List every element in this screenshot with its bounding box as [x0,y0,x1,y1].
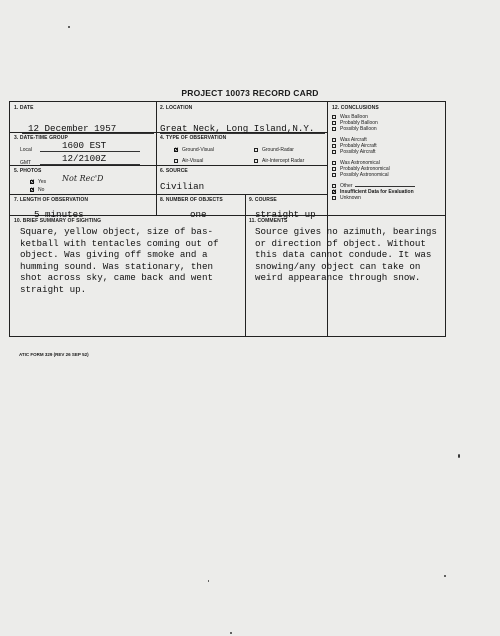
conclusion-item: Probably Balloon [332,120,415,126]
local-time-value: 1600 EST [62,140,107,151]
number-label: 8. NUMBER OF OBJECTS [160,197,223,203]
course-value: straight up [255,209,316,220]
conclusion-item: Unknown [332,195,415,201]
comment-line: snowing/any object can take on [255,260,421,272]
conclusions-list [332,114,415,201]
card-title: PROJECT 10073 RECORD CARD [181,88,319,98]
photos-no: xNo [30,187,44,193]
summary-line: humming sound. Was stationary, then [20,260,213,272]
summary-line: object. Was giving off smoke and a [20,249,208,261]
summary-line: shot across sky, came back and went [20,272,213,284]
gmt-label: GMT [20,160,32,166]
conclusion-item: xInsufficient Data for Evaluation [332,189,415,195]
conclusion-item: Possibly Astronomical [332,172,415,178]
photos-yes-checkbox [30,180,34,184]
scan-speck [230,632,232,634]
conclusion-item: Possibly Aircraft [332,149,415,155]
summary-label: 10. BRIEF SUMMARY OF SIGHTING [14,218,102,224]
source-value: Civilian [160,181,205,192]
conclusion-item: Probably Aircraft [332,143,415,149]
photos-yes: xYes [30,179,46,185]
summary-text [20,226,218,296]
air-visual-checkbox [174,159,178,163]
comment-line: this data cannot condude. It was [255,249,432,261]
summary-line: straight up. [20,283,87,295]
comment-line: Source gives no azimuth, bearings [255,226,437,237]
form-number-footer: ATIC FORM 329 (REV 26 SEP 52) [19,352,89,357]
photos-label: 5. PHOTOS [14,168,42,174]
conclusion-item: Was Astronomical [332,160,415,166]
summary-line: ketball with tentacles coming out of [20,237,219,249]
conclusion-item: Probably Astronomical [332,166,415,172]
ground-visual-checkbox [174,148,178,152]
number-value: one [190,209,207,220]
datetime-group-label: 3. DATE-TIME GROUP [14,135,68,141]
source-label: 6. SOURCE [160,168,188,174]
air-intercept-radar-checkbox [254,159,258,163]
conclusion-item: Other [332,183,415,189]
obs-ground-radar: Ground-Radar [254,147,294,153]
length-value: 5 minutes [34,209,84,220]
photos-no-checkbox [30,188,34,192]
comment-line: weird appearance through snow. [255,272,421,284]
obs-ground-visual: xGround-Visual [174,147,214,153]
scan-speck [68,26,70,28]
location-value: Great Neck, Long Island,N.Y. [160,123,315,134]
gmt-time-value: 12/2100Z [62,153,107,164]
conclusion-item: Was Aircraft [332,137,415,143]
observation-type-label: 4. TYPE OF OBSERVATION [160,135,227,141]
record-card-form [9,101,446,337]
obs-air-visual: Air-Visual [174,158,203,164]
local-label: Local [20,147,32,153]
conclusion-item: Possibly Balloon [332,126,415,132]
ground-radar-checkbox [254,148,258,152]
scan-speck [444,575,446,577]
date-label: 1. DATE [14,105,34,111]
photos-handwritten-note: Not Rec'D [62,174,104,183]
comments-label: 11. COMMENTS [249,218,288,224]
location-label: 2. LOCATION [160,105,193,111]
comments-text [255,226,437,284]
scan-speck [458,454,460,458]
date-value: 12 December 1957 [28,123,117,134]
comment-line: or direction of object. Without [255,237,426,249]
obs-air-intercept-radar: Air-Intercept Radar [254,158,304,164]
length-label: 7. LENGTH OF OBSERVATION [14,197,89,203]
course-label: 9. COURSE [249,197,277,203]
conclusion-item: Was Balloon [332,114,415,120]
conclusions-label: 12. CONCLUSIONS [332,105,379,111]
summary-line: Square, yellow object, size of bas- [20,226,213,237]
scan-speck [208,580,209,582]
